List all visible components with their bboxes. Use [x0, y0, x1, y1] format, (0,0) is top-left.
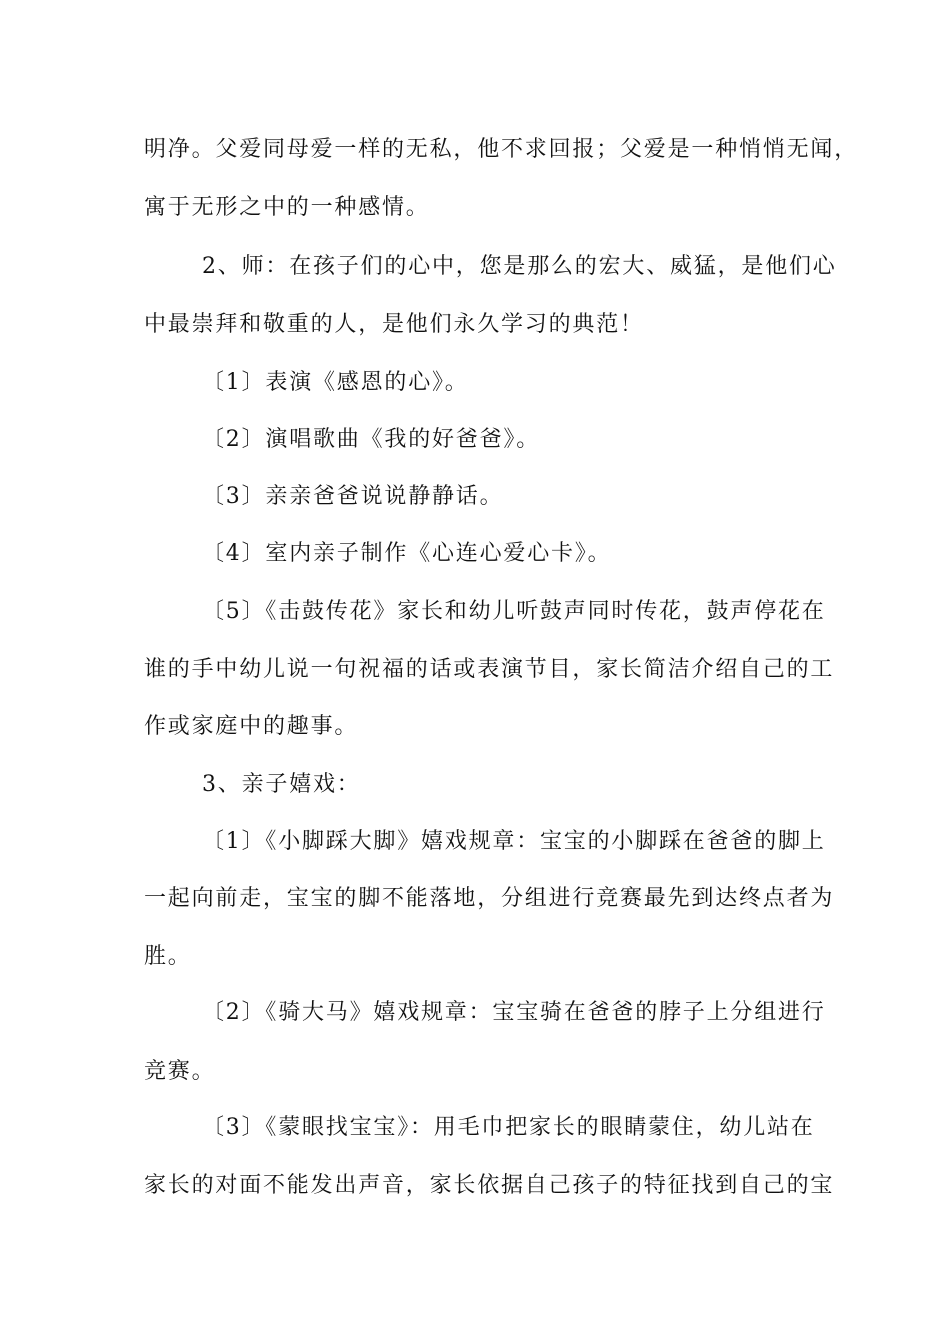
section-heading: 3、亲子嬉戏： — [202, 772, 361, 797]
list-item: 〔2〕演唱歌曲《我的好爸爸》。 — [202, 427, 540, 452]
text-line: 家长的对面不能发出声音，家长依据自己孩子的特征找到自己的宝 — [144, 1173, 835, 1198]
list-item: 〔5〕《击鼓传花》家长和幼儿听鼓声同时传花，鼓声停花在 — [202, 599, 826, 624]
text-line: 胜。 — [144, 944, 192, 969]
text-line: 一起向前走，宝宝的脚不能落地，分组进行竞赛最先到达终点者为 — [144, 886, 835, 911]
text-line: 明净。父爱同母爱一样的无私，他不求回报；父爱是一种悄悄无闻， — [144, 137, 859, 162]
text-line: 寓于无形之中的一种感情。 — [144, 195, 430, 220]
list-item: 〔3〕《蒙眼找宝宝》：用毛巾把家长的眼睛蒙住，幼儿站在 — [202, 1115, 815, 1140]
list-item: 〔3〕亲亲爸爸说说静静话。 — [202, 484, 504, 509]
text-line: 谁的手中幼儿说一句祝福的话或表演节目，家长简洁介绍自己的工 — [144, 657, 835, 682]
list-item: 〔1〕表演《感恩的心》。 — [202, 370, 469, 395]
paragraph-start: 2、师：在孩子们的心中，您是那么的宏大、威猛，是他们心 — [202, 254, 837, 279]
text-line: 作或家庭中的趣事。 — [144, 714, 359, 739]
list-item: 〔4〕室内亲子制作《心连心爱心卡》。 — [202, 541, 612, 566]
list-item: 〔1〕《小脚踩大脚》嬉戏规章：宝宝的小脚踩在爸爸的脚上 — [202, 829, 826, 854]
list-item: 〔2〕《骑大马》嬉戏规章：宝宝骑在爸爸的脖子上分组进行 — [202, 1000, 826, 1025]
text-line: 竞赛。 — [144, 1059, 216, 1084]
text-line: 中最崇拜和敬重的人，是他们永久学习的典范！ — [144, 312, 644, 337]
